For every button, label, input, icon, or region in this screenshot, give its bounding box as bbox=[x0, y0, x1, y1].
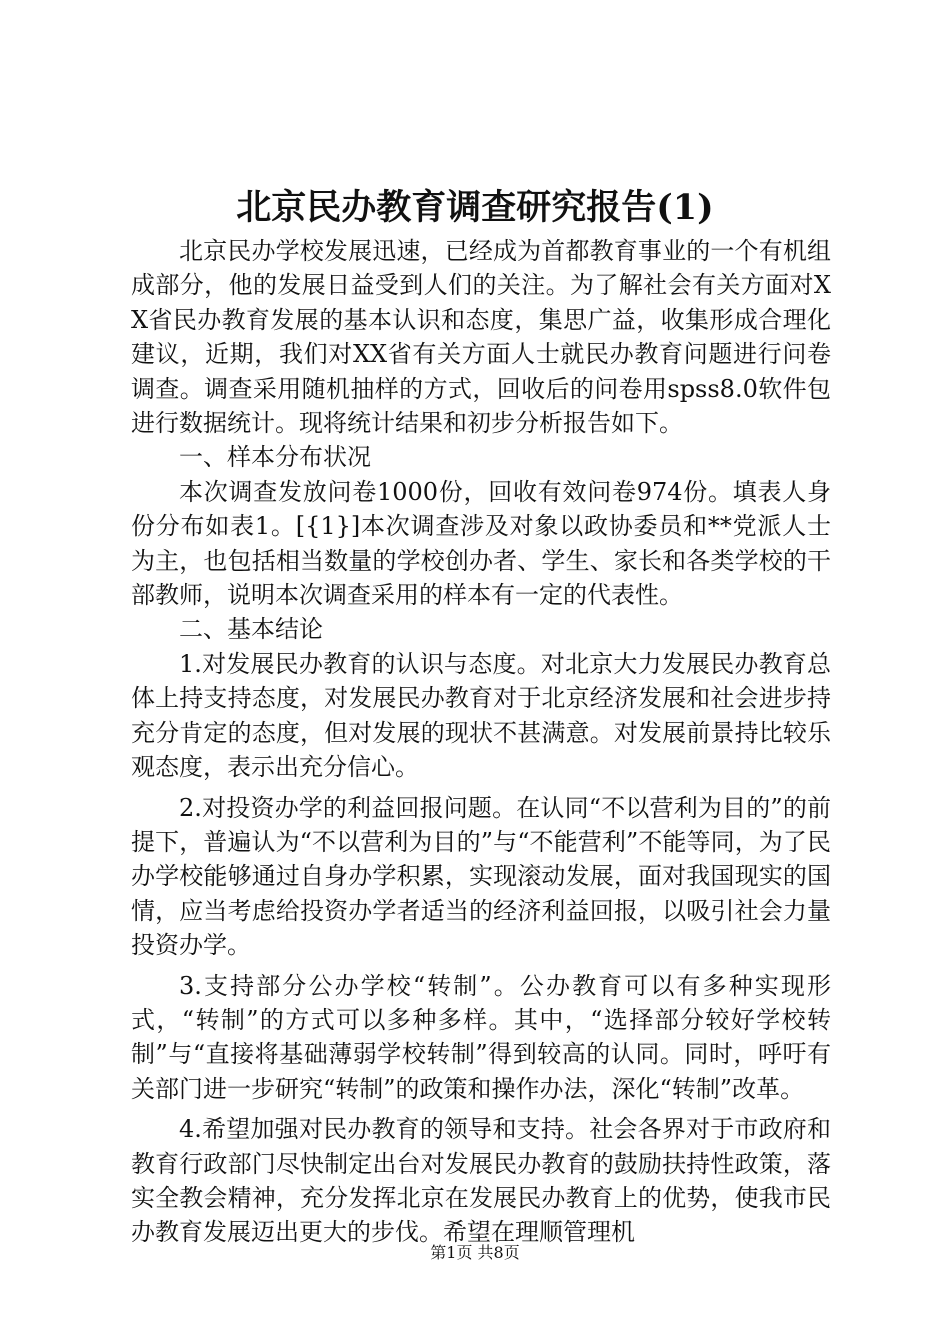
conclusion-2-paragraph: 2.对投资办学的利益回报问题。在认同“不以营利为目的”的前提下，普遍认为“不以营利为目的”与“不能营利”不能等同，为了民办学校能够通过自身办学积累，实现滚动发展，面对我国现实的国情，应当考虑给投资办学者适当的经济利益回报，以吸引社会力量投资办学。 bbox=[131, 793, 831, 960]
section-heading-sample-distribution: 一、样本分布状况 bbox=[179, 443, 371, 472]
document-title: 北京民办教育调查研究报告(1) bbox=[236, 187, 714, 228]
conclusion-3-paragraph: 3.支持部分公办学校“转制”。公办教育可以有多种实现形式，“转制”的方式可以多种多样。其中，“选择部分较好学校转制”与“直接将基础薄弱学校转制”得到较高的认同。同时，呼吁有关部门进一步研究“转制”的政策和操作办法，深化“转制”改革。 bbox=[131, 971, 831, 1103]
conclusion-1-paragraph: 1.对发展民办教育的认识与态度。对北京大力发展民办教育总体上持支持态度，对发展民办教育对于北京经济发展和社会进步持充分肯定的态度，但对发展的现状不甚满意。对发展前景持比较乐观态度，表示出充分信心。 bbox=[131, 649, 831, 782]
section-heading-basic-conclusions: 二、基本结论 bbox=[179, 615, 323, 644]
page-footer: 第1页 共8页 bbox=[430, 1243, 520, 1262]
sample-paragraph: 本次调查发放问卷1000份，回收有效问卷974份。填表人身份分布如表1。[{1}]本次调查涉及对象以政协委员和**党派人士为主，也包括相当数量的学校创办者、学生、家长和各类学校的干部教师，说明本次调查采用的样本有一定的代表性。 bbox=[131, 477, 831, 610]
conclusion-4-paragraph: 4.希望加强对民办教育的领导和支持。社会各界对于市政府和教育行政部门尽快制定出台对发展民办教育的鼓励扶持性政策，落实全教会精神，充分发挥北京在发展民办教育上的优势，使我市民办教育发展迈出更大的步伐。希望在理顺管理机 bbox=[131, 1115, 831, 1247]
intro-paragraph: 北京民办学校发展迅速，已经成为首都教育事业的一个有机组成部分，他的发展日益受到人们的关注。为了解社会有关方面对XX省民办教育发展的基本认识和态度，集思广益，收集形成合理化建议，近期，我们对XX省有关方面人士就民办教育问题进行问卷调查。调查采用随机抽样的方式，回收后的问卷用spss8.0软件包进行数据统计。现将统计结果和初步分析报告如下。 bbox=[131, 237, 831, 438]
document-body bbox=[131, 234, 831, 1250]
